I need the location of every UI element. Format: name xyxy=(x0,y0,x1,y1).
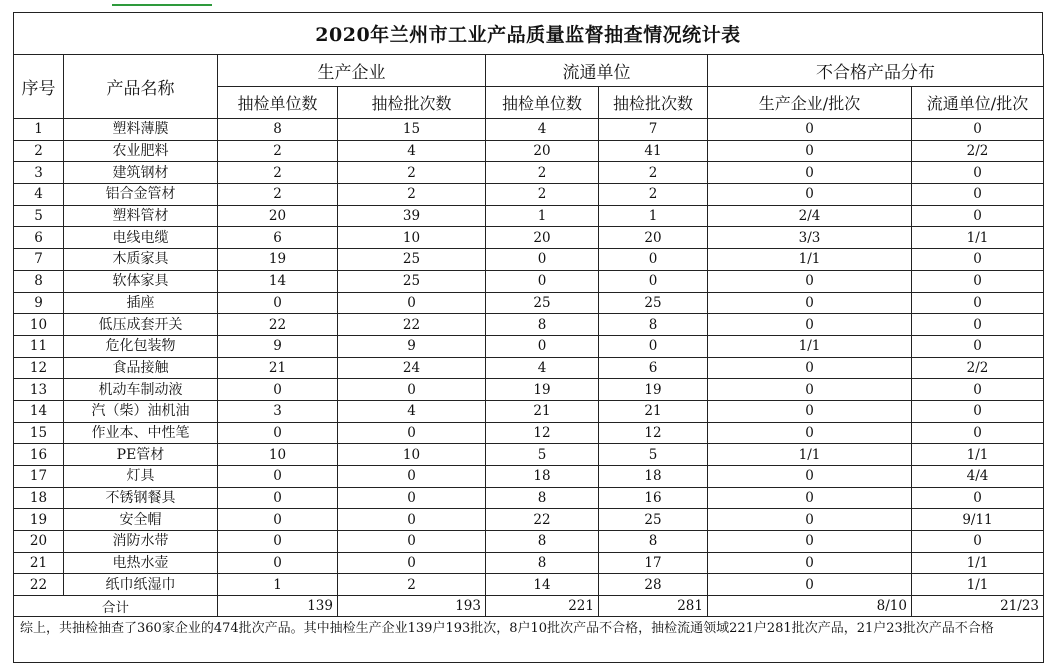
cell-seq: 4 xyxy=(14,184,64,206)
cell-prod-units: 22 xyxy=(218,314,338,336)
totals-circ-units: 221 xyxy=(486,596,599,617)
cell-seq: 22 xyxy=(14,574,64,596)
cell-unq-circulation: 1/1 xyxy=(912,574,1044,596)
cell-unq-circulation: 0 xyxy=(912,292,1044,314)
cell-product-name: 电线电缆 xyxy=(64,227,218,249)
cell-unq-production: 0 xyxy=(708,552,912,574)
cell-circ-units: 2 xyxy=(486,162,599,184)
cell-circ-batches: 7 xyxy=(599,119,708,141)
cell-circ-batches: 0 xyxy=(599,335,708,357)
table-row xyxy=(14,466,1044,488)
cell-unq-production: 1/1 xyxy=(708,249,912,271)
summary-note: 综上，共抽检抽查了360家企业的474批次产品。其中抽检生产企业139户193批次，8户10批次产品不合格，抽检流通领域221户281批次产品，21户23批次产品不合格 xyxy=(14,617,1044,663)
cell-unq-production: 0 xyxy=(708,400,912,422)
cell-circ-units: 8 xyxy=(486,552,599,574)
cell-circ-units: 22 xyxy=(486,509,599,531)
header-accent-line xyxy=(112,4,212,6)
cell-prod-units: 0 xyxy=(218,509,338,531)
cell-unq-production: 1/1 xyxy=(708,444,912,466)
table-row xyxy=(14,357,1044,379)
cell-seq: 13 xyxy=(14,379,64,401)
cell-prod-batches: 15 xyxy=(338,119,486,141)
cell-prod-batches: 2 xyxy=(338,184,486,206)
cell-unq-production: 2/4 xyxy=(708,205,912,227)
totals-prod-batches: 193 xyxy=(338,596,486,617)
cell-prod-batches: 0 xyxy=(338,466,486,488)
cell-circ-units: 2 xyxy=(486,184,599,206)
cell-unq-circulation: 0 xyxy=(912,184,1044,206)
cell-prod-units: 9 xyxy=(218,335,338,357)
cell-prod-units: 20 xyxy=(218,205,338,227)
cell-circ-batches: 8 xyxy=(599,531,708,553)
table-row xyxy=(14,574,1044,596)
cell-seq: 10 xyxy=(14,314,64,336)
cell-unq-production: 0 xyxy=(708,184,912,206)
cell-product-name: 木质家具 xyxy=(64,249,218,271)
cell-circ-batches: 1 xyxy=(599,205,708,227)
cell-prod-batches: 0 xyxy=(338,509,486,531)
cell-product-name: 塑料管材 xyxy=(64,205,218,227)
table-row xyxy=(14,140,1044,162)
table-row xyxy=(14,119,1044,141)
cell-circ-units: 8 xyxy=(486,314,599,336)
cell-product-name: 电热水壶 xyxy=(64,552,218,574)
cell-prod-batches: 4 xyxy=(338,140,486,162)
cell-unq-circulation: 0 xyxy=(912,335,1044,357)
cell-prod-batches: 2 xyxy=(338,162,486,184)
cell-circ-batches: 25 xyxy=(599,292,708,314)
totals-row xyxy=(14,596,1044,617)
cell-circ-units: 1 xyxy=(486,205,599,227)
cell-circ-units: 12 xyxy=(486,422,599,444)
cell-unq-production: 0 xyxy=(708,531,912,553)
cell-unq-circulation: 1/1 xyxy=(912,552,1044,574)
cell-prod-batches: 9 xyxy=(338,335,486,357)
cell-unq-circulation: 0 xyxy=(912,314,1044,336)
cell-prod-batches: 25 xyxy=(338,249,486,271)
cell-product-name: 机动车制动液 xyxy=(64,379,218,401)
cell-prod-batches: 2 xyxy=(338,574,486,596)
table-title: 2020年兰州市工业产品质量监督抽查情况统计表 xyxy=(13,12,1043,54)
cell-unq-production: 0 xyxy=(708,357,912,379)
cell-seq: 7 xyxy=(14,249,64,271)
cell-circ-batches: 6 xyxy=(599,357,708,379)
cell-unq-circulation: 0 xyxy=(912,270,1044,292)
table-row xyxy=(14,292,1044,314)
cell-product-name: 塑料薄膜 xyxy=(64,119,218,141)
cell-prod-batches: 0 xyxy=(338,552,486,574)
cell-prod-units: 19 xyxy=(218,249,338,271)
cell-prod-batches: 10 xyxy=(338,227,486,249)
cell-prod-batches: 24 xyxy=(338,357,486,379)
cell-seq: 1 xyxy=(14,119,64,141)
cell-prod-batches: 0 xyxy=(338,422,486,444)
statistics-sheet xyxy=(13,12,1043,663)
cell-prod-units: 6 xyxy=(218,227,338,249)
cell-prod-batches: 10 xyxy=(338,444,486,466)
cell-circ-batches: 2 xyxy=(599,184,708,206)
cell-prod-units: 14 xyxy=(218,270,338,292)
cell-unq-circulation: 0 xyxy=(912,422,1044,444)
cell-unq-production: 0 xyxy=(708,119,912,141)
cell-circ-batches: 18 xyxy=(599,466,708,488)
cell-unq-production: 0 xyxy=(708,574,912,596)
cell-circ-units: 20 xyxy=(486,140,599,162)
cell-circ-units: 5 xyxy=(486,444,599,466)
cell-unq-production: 0 xyxy=(708,314,912,336)
cell-circ-batches: 21 xyxy=(599,400,708,422)
cell-unq-production: 0 xyxy=(708,422,912,444)
cell-circ-units: 18 xyxy=(486,466,599,488)
totals-prod-units: 139 xyxy=(218,596,338,617)
cell-seq: 15 xyxy=(14,422,64,444)
cell-circ-units: 25 xyxy=(486,292,599,314)
cell-product-name: 低压成套开关 xyxy=(64,314,218,336)
cell-seq: 5 xyxy=(14,205,64,227)
cell-prod-batches: 4 xyxy=(338,400,486,422)
totals-circ-batches: 281 xyxy=(599,596,708,617)
cell-circ-batches: 17 xyxy=(599,552,708,574)
cell-prod-batches: 0 xyxy=(338,487,486,509)
cell-circ-units: 8 xyxy=(486,531,599,553)
header-circ-units: 抽检单位数 xyxy=(486,87,599,119)
cell-prod-units: 0 xyxy=(218,466,338,488)
statistics-table xyxy=(13,54,1044,663)
cell-circ-batches: 12 xyxy=(599,422,708,444)
cell-product-name: 食品接触 xyxy=(64,357,218,379)
cell-product-name: 消防水带 xyxy=(64,531,218,553)
cell-unq-production: 1/1 xyxy=(708,335,912,357)
cell-product-name: 危化包装物 xyxy=(64,335,218,357)
cell-unq-circulation: 2/2 xyxy=(912,140,1044,162)
header-group-circulation: 流通单位 xyxy=(486,55,708,87)
cell-seq: 20 xyxy=(14,531,64,553)
table-row xyxy=(14,270,1044,292)
header-circ-batches: 抽检批次数 xyxy=(599,87,708,119)
cell-prod-batches: 22 xyxy=(338,314,486,336)
cell-circ-batches: 16 xyxy=(599,487,708,509)
table-row xyxy=(14,227,1044,249)
header-unq-circulation: 流通单位/批次 xyxy=(912,87,1044,119)
header-prod-batches: 抽检批次数 xyxy=(338,87,486,119)
table-row xyxy=(14,531,1044,553)
table-row xyxy=(14,509,1044,531)
header-group-unqualified: 不合格产品分布 xyxy=(708,55,1044,87)
cell-seq: 14 xyxy=(14,400,64,422)
cell-prod-units: 3 xyxy=(218,400,338,422)
cell-circ-units: 19 xyxy=(486,379,599,401)
cell-circ-units: 8 xyxy=(486,487,599,509)
cell-unq-production: 0 xyxy=(708,466,912,488)
cell-unq-production: 0 xyxy=(708,270,912,292)
cell-prod-batches: 25 xyxy=(338,270,486,292)
cell-seq: 16 xyxy=(14,444,64,466)
cell-circ-units: 0 xyxy=(486,270,599,292)
cell-unq-circulation: 2/2 xyxy=(912,357,1044,379)
cell-prod-batches: 0 xyxy=(338,531,486,553)
cell-circ-units: 0 xyxy=(486,249,599,271)
cell-unq-production: 0 xyxy=(708,292,912,314)
cell-seq: 2 xyxy=(14,140,64,162)
cell-prod-units: 2 xyxy=(218,184,338,206)
table-body xyxy=(14,119,1044,596)
cell-circ-batches: 5 xyxy=(599,444,708,466)
cell-unq-circulation: 0 xyxy=(912,379,1044,401)
cell-prod-batches: 0 xyxy=(338,292,486,314)
cell-seq: 18 xyxy=(14,487,64,509)
cell-unq-production: 0 xyxy=(708,140,912,162)
cell-prod-units: 10 xyxy=(218,444,338,466)
cell-product-name: 不锈钢餐具 xyxy=(64,487,218,509)
cell-circ-units: 0 xyxy=(486,335,599,357)
cell-unq-circulation: 0 xyxy=(912,162,1044,184)
cell-unq-production: 3/3 xyxy=(708,227,912,249)
cell-unq-circulation: 0 xyxy=(912,249,1044,271)
cell-product-name: 铝合金管材 xyxy=(64,184,218,206)
header-seq: 序号 xyxy=(14,55,64,119)
cell-product-name: 灯具 xyxy=(64,466,218,488)
table-row xyxy=(14,184,1044,206)
cell-circ-batches: 41 xyxy=(599,140,708,162)
cell-unq-circulation: 0 xyxy=(912,119,1044,141)
cell-product-name: 安全帽 xyxy=(64,509,218,531)
cell-seq: 17 xyxy=(14,466,64,488)
table-row xyxy=(14,249,1044,271)
totals-label: 合计 xyxy=(14,596,218,617)
cell-product-name: 作业本、中性笔 xyxy=(64,422,218,444)
cell-prod-units: 0 xyxy=(218,552,338,574)
cell-seq: 6 xyxy=(14,227,64,249)
cell-circ-batches: 25 xyxy=(599,509,708,531)
cell-product-name: PE管材 xyxy=(64,444,218,466)
table-row xyxy=(14,422,1044,444)
header-product-name: 产品名称 xyxy=(64,55,218,119)
table-row xyxy=(14,400,1044,422)
cell-seq: 12 xyxy=(14,357,64,379)
cell-unq-production: 0 xyxy=(708,487,912,509)
header-group-production: 生产企业 xyxy=(218,55,486,87)
cell-seq: 3 xyxy=(14,162,64,184)
table-row xyxy=(14,487,1044,509)
table-row xyxy=(14,314,1044,336)
cell-circ-batches: 2 xyxy=(599,162,708,184)
cell-prod-units: 0 xyxy=(218,379,338,401)
cell-unq-circulation: 1/1 xyxy=(912,227,1044,249)
table-row xyxy=(14,162,1044,184)
cell-prod-units: 2 xyxy=(218,162,338,184)
cell-circ-batches: 28 xyxy=(599,574,708,596)
cell-prod-units: 21 xyxy=(218,357,338,379)
cell-circ-units: 14 xyxy=(486,574,599,596)
totals-unq-circulation: 21/23 xyxy=(912,596,1044,617)
table-row xyxy=(14,379,1044,401)
cell-product-name: 纸巾纸湿巾 xyxy=(64,574,218,596)
cell-unq-circulation: 0 xyxy=(912,205,1044,227)
cell-unq-circulation: 4/4 xyxy=(912,466,1044,488)
cell-unq-circulation: 1/1 xyxy=(912,444,1044,466)
cell-circ-units: 4 xyxy=(486,119,599,141)
cell-prod-batches: 39 xyxy=(338,205,486,227)
cell-seq: 9 xyxy=(14,292,64,314)
cell-seq: 21 xyxy=(14,552,64,574)
cell-circ-units: 21 xyxy=(486,400,599,422)
cell-unq-circulation: 0 xyxy=(912,487,1044,509)
table-row xyxy=(14,444,1044,466)
cell-prod-units: 0 xyxy=(218,292,338,314)
cell-seq: 11 xyxy=(14,335,64,357)
totals-unq-production: 8/10 xyxy=(708,596,912,617)
cell-unq-production: 0 xyxy=(708,379,912,401)
cell-circ-units: 20 xyxy=(486,227,599,249)
cell-unq-circulation: 0 xyxy=(912,531,1044,553)
cell-unq-circulation: 0 xyxy=(912,400,1044,422)
cell-circ-batches: 8 xyxy=(599,314,708,336)
cell-product-name: 软体家具 xyxy=(64,270,218,292)
table-row xyxy=(14,552,1044,574)
cell-product-name: 汽（柴）油机油 xyxy=(64,400,218,422)
cell-unq-production: 0 xyxy=(708,509,912,531)
table-row xyxy=(14,205,1044,227)
cell-seq: 19 xyxy=(14,509,64,531)
cell-circ-units: 4 xyxy=(486,357,599,379)
cell-product-name: 建筑钢材 xyxy=(64,162,218,184)
cell-unq-circulation: 9/11 xyxy=(912,509,1044,531)
header-prod-units: 抽检单位数 xyxy=(218,87,338,119)
cell-seq: 8 xyxy=(14,270,64,292)
cell-prod-units: 0 xyxy=(218,422,338,444)
cell-prod-units: 8 xyxy=(218,119,338,141)
cell-circ-batches: 20 xyxy=(599,227,708,249)
cell-product-name: 农业肥料 xyxy=(64,140,218,162)
table-row xyxy=(14,335,1044,357)
cell-prod-units: 2 xyxy=(218,140,338,162)
cell-prod-units: 0 xyxy=(218,487,338,509)
cell-unq-production: 0 xyxy=(708,162,912,184)
cell-product-name: 插座 xyxy=(64,292,218,314)
cell-circ-batches: 0 xyxy=(599,249,708,271)
cell-prod-batches: 0 xyxy=(338,379,486,401)
cell-prod-units: 0 xyxy=(218,531,338,553)
cell-circ-batches: 0 xyxy=(599,270,708,292)
cell-prod-units: 1 xyxy=(218,574,338,596)
cell-circ-batches: 19 xyxy=(599,379,708,401)
header-unq-production: 生产企业/批次 xyxy=(708,87,912,119)
